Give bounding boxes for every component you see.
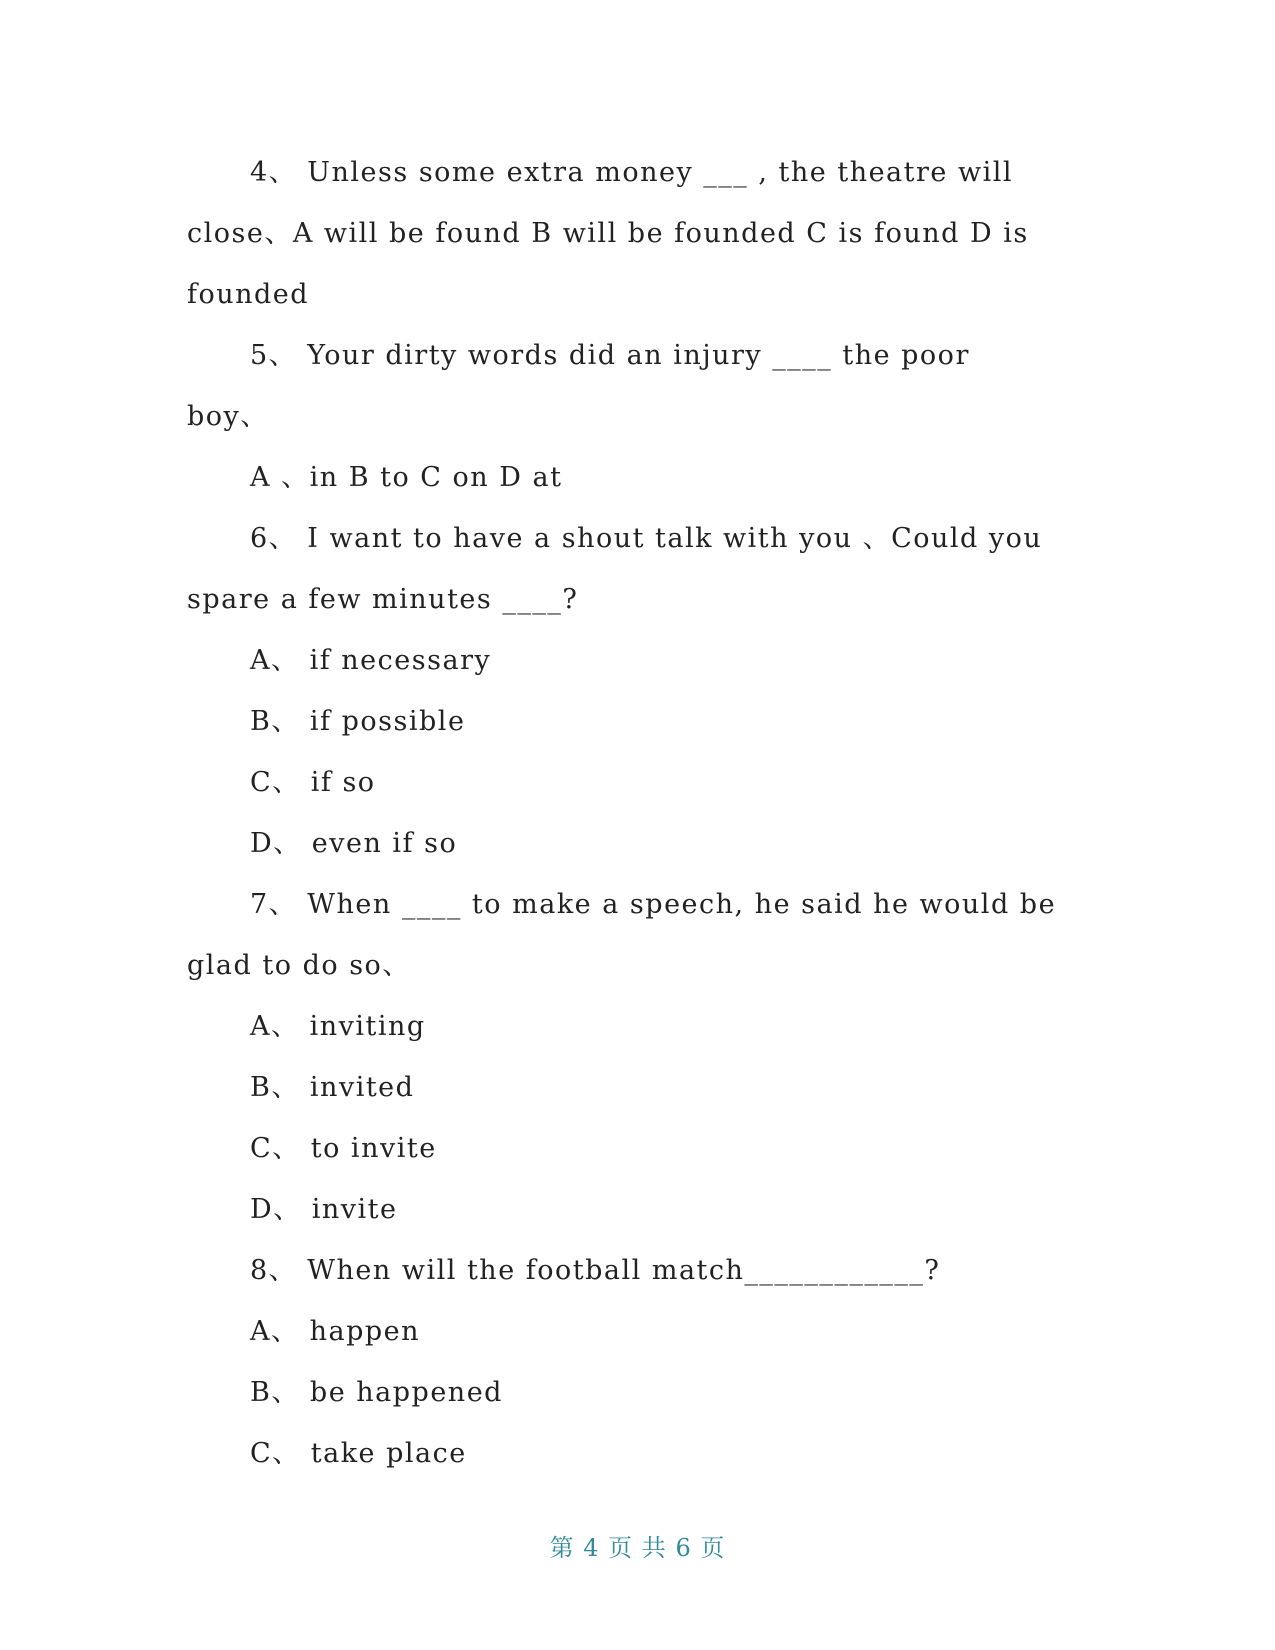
question-7-line-2: glad to do so、 [187,950,411,981]
question-6-option-b: B、 if possible [250,706,466,737]
question-7-option-d: D、 invite [250,1194,398,1225]
question-8-line-1: 8、 When will the football match____________? [250,1255,941,1286]
question-4-line-1: 4、 Unless some extra money ___ , the theatre will [250,157,1013,188]
question-7-line-1: 7、 When ____ to make a speech, he said he would be [250,889,1057,920]
question-4-line-3: founded [187,279,310,310]
question-5-line-1: 5、 Your dirty words did an injury ____ the poor [250,340,970,371]
question-5-options: A 、in B to C on D at [250,462,563,493]
question-8-option-c: C、 take place [250,1438,467,1469]
question-8-option-b: B、 be happened [250,1377,503,1408]
page-number-footer: 第 4 页 共 6 页 [549,1534,726,1562]
question-5-line-2: boy、 [187,401,269,432]
question-6-line-1: 6、 I want to have a shout talk with you 、Could you [250,523,1043,554]
question-7-option-b: B、 invited [250,1072,415,1103]
question-content [187,142,1067,1484]
question-6-option-c: C、 if so [250,767,376,798]
question-8-option-a: A、 happen [250,1316,421,1347]
question-4-line-2: close、A will be found B will be founded C is found D is [187,218,1029,249]
question-6-option-a: A、 if necessary [250,645,492,676]
question-6-option-d: D、 even if so [250,828,458,859]
question-6-line-2: spare a few minutes ____? [187,584,579,615]
question-7-option-c: C、 to invite [250,1133,437,1164]
question-7-option-a: A、 inviting [250,1011,426,1042]
